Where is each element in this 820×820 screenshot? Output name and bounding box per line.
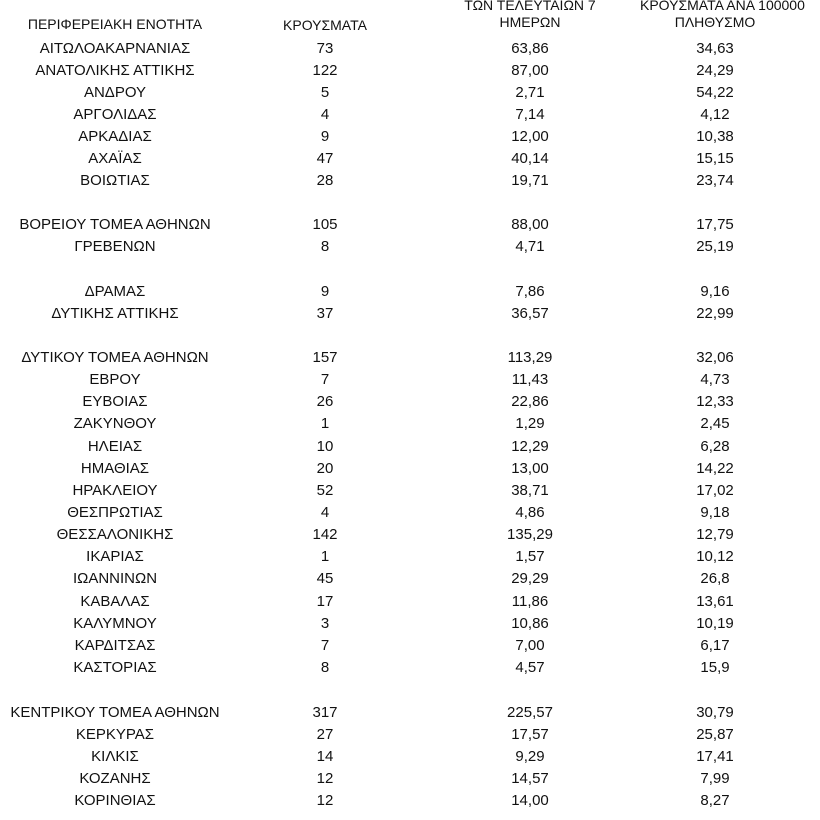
row-per100k: 6,28 [700, 438, 730, 455]
header-avg7-line1: ΤΩΝ ΤΕΛΕΥΤΑΙΩΝ 7 [464, 0, 596, 13]
header-avg7-line2: ΗΜΕΡΩΝ [499, 14, 561, 30]
row-avg7: 7,86 [515, 283, 545, 300]
header-per100k-line2: ΠΛΗΘΥΣΜΟ [674, 14, 756, 30]
row-per100k: 9,18 [700, 504, 730, 521]
row-cases: 157 [312, 349, 338, 366]
row-per100k: 7,99 [700, 770, 730, 787]
row-region: ΘΕΣΠΡΩΤΙΑΣ [67, 504, 163, 521]
row-per100k: 9,16 [700, 283, 730, 300]
row-avg7: 40,14 [511, 150, 549, 167]
row-avg7: 7,00 [515, 637, 545, 654]
row-cases: 52 [316, 482, 334, 499]
row-cases: 7 [320, 371, 330, 388]
header-per100k [640, 0, 805, 31]
row-avg7: 87,00 [511, 62, 549, 79]
header-region: ΠΕΡΙΦΕΡΕΙΑΚΗ ΕΝΟΤΗΤΑ [27, 16, 203, 32]
row-per100k: 4,12 [700, 106, 730, 123]
row-region: ΚΙΛΚΙΣ [91, 748, 139, 765]
row-avg7: 12,00 [511, 128, 549, 145]
row-avg7: 10,86 [511, 615, 549, 632]
row-region: ΒΟΙΩΤΙΑΣ [80, 172, 150, 189]
row-cases: 12 [316, 792, 334, 809]
row-cases: 26 [316, 393, 334, 410]
row-region: ΑΡΓΟΛΙΔΑΣ [73, 106, 157, 123]
row-cases: 20 [316, 460, 334, 477]
row-cases: 28 [316, 172, 334, 189]
row-per100k: 30,79 [696, 704, 734, 721]
row-avg7: 12,29 [511, 438, 549, 455]
header-cases: ΚΡΟΥΣΜΑΤΑ [283, 17, 367, 33]
row-avg7: 113,29 [507, 349, 553, 366]
row-cases: 14 [316, 748, 334, 765]
row-cases: 47 [316, 150, 334, 167]
row-cases: 45 [316, 570, 334, 587]
row-cases: 1 [320, 415, 330, 432]
row-per100k: 26,8 [700, 570, 730, 587]
row-avg7: 1,29 [515, 415, 545, 432]
row-region: ΔΥΤΙΚΟΥ ΤΟΜΕΑ ΑΘΗΝΩΝ [21, 349, 209, 366]
row-per100k: 25,19 [696, 238, 734, 255]
row-avg7: 11,86 [511, 593, 549, 610]
row-cases: 142 [312, 526, 338, 543]
row-avg7: 14,57 [511, 770, 549, 787]
row-avg7: 135,29 [507, 526, 553, 543]
row-cases: 12 [316, 770, 334, 787]
row-avg7: 19,71 [511, 172, 549, 189]
row-per100k: 17,02 [696, 482, 734, 499]
row-avg7: 63,86 [511, 40, 549, 57]
row-per100k: 25,87 [696, 726, 734, 743]
row-region: ΚΕΡΚΥΡΑΣ [75, 726, 155, 743]
row-region: ΑΝΑΤΟΛΙΚΗΣ ΑΤΤΙΚΗΣ [35, 62, 195, 79]
row-region: ΙΩΑΝΝΙΝΩΝ [72, 570, 158, 587]
row-per100k: 13,61 [696, 593, 734, 610]
row-per100k: 6,17 [700, 637, 730, 654]
row-region: ΕΥΒΟΙΑΣ [82, 393, 148, 410]
row-cases: 10 [316, 438, 334, 455]
row-per100k: 10,19 [696, 615, 734, 632]
row-region: ΙΚΑΡΙΑΣ [86, 548, 144, 565]
row-avg7: 4,71 [515, 238, 545, 255]
row-avg7: 4,57 [515, 659, 545, 676]
row-region: ΒΟΡΕΙΟΥ ΤΟΜΕΑ ΑΘΗΝΩΝ [19, 216, 211, 233]
row-region: ΖΑΚΥΝΘΟΥ [73, 415, 157, 432]
row-cases: 9 [320, 283, 330, 300]
row-region: ΚΟΖΑΝΗΣ [79, 770, 151, 787]
row-cases: 37 [316, 305, 334, 322]
row-region: ΚΟΡΙΝΘΙΑΣ [74, 792, 156, 809]
row-avg7: 11,43 [511, 371, 549, 388]
row-avg7: 22,86 [511, 393, 549, 410]
row-per100k: 2,45 [700, 415, 730, 432]
header-avg7 [460, 0, 600, 31]
row-cases: 4 [320, 504, 330, 521]
row-region: ΘΕΣΣΑΛΟΝΙΚΗΣ [56, 526, 174, 543]
row-region: ΑΝΔΡΟΥ [83, 84, 147, 101]
row-per100k: 54,22 [696, 84, 734, 101]
row-avg7: 13,00 [511, 460, 549, 477]
row-cases: 27 [316, 726, 334, 743]
row-region: ΚΑΣΤΟΡΙΑΣ [73, 659, 157, 676]
row-avg7: 88,00 [511, 216, 549, 233]
row-region: ΚΑΡΔΙΤΣΑΣ [74, 637, 156, 654]
row-avg7: 9,29 [515, 748, 545, 765]
row-region: ΗΛΕΙΑΣ [87, 438, 143, 455]
row-cases: 9 [320, 128, 330, 145]
row-per100k: 15,15 [696, 150, 734, 167]
row-per100k: 4,73 [700, 371, 730, 388]
row-cases: 4 [320, 106, 330, 123]
row-avg7: 225,57 [507, 704, 553, 721]
row-region: ΑΧΑΪΑΣ [88, 150, 142, 167]
row-cases: 73 [316, 40, 334, 57]
row-avg7: 36,57 [511, 305, 549, 322]
row-region: ΔΥΤΙΚΗΣ ΑΤΤΙΚΗΣ [51, 305, 179, 322]
row-per100k: 14,22 [696, 460, 734, 477]
row-avg7: 4,86 [515, 504, 545, 521]
row-per100k: 17,75 [696, 216, 734, 233]
row-cases: 8 [320, 659, 330, 676]
row-avg7: 2,71 [515, 84, 545, 101]
row-region: ΓΡΕΒΕΝΩΝ [74, 238, 156, 255]
row-per100k: 8,27 [700, 792, 730, 809]
row-region: ΔΡΑΜΑΣ [84, 283, 146, 300]
row-region: ΚΕΝΤΡΙΚΟΥ ΤΟΜΕΑ ΑΘΗΝΩΝ [10, 704, 220, 721]
row-per100k: 12,33 [696, 393, 734, 410]
row-per100k: 24,29 [696, 62, 734, 79]
row-cases: 122 [312, 62, 338, 79]
row-region: ΚΑΒΑΛΑΣ [80, 593, 150, 610]
row-per100k: 22,99 [696, 305, 734, 322]
row-avg7: 1,57 [515, 548, 545, 565]
row-avg7: 14,00 [511, 792, 549, 809]
row-region: ΕΒΡΟΥ [89, 371, 141, 388]
row-avg7: 17,57 [511, 726, 549, 743]
row-per100k: 10,38 [696, 128, 734, 145]
row-cases: 3 [320, 615, 330, 632]
row-per100k: 12,79 [696, 526, 734, 543]
row-avg7: 38,71 [511, 482, 549, 499]
row-region: ΑΙΤΩΛΟΑΚΑΡΝΑΝΙΑΣ [39, 40, 191, 57]
row-cases: 5 [320, 84, 330, 101]
row-per100k: 17,41 [696, 748, 734, 765]
row-cases: 105 [312, 216, 338, 233]
row-region: ΗΡΑΚΛΕΙΟΥ [72, 482, 158, 499]
row-cases: 8 [320, 238, 330, 255]
row-cases: 17 [316, 593, 334, 610]
row-region: ΑΡΚΑΔΙΑΣ [78, 128, 152, 145]
row-per100k: 34,63 [696, 40, 734, 57]
row-region: ΗΜΑΘΙΑΣ [80, 460, 150, 477]
row-cases: 1 [320, 548, 330, 565]
row-avg7: 29,29 [511, 570, 549, 587]
header-per100k-line1: ΚΡΟΥΣΜΑΤΑ ΑΝΑ 100000 [640, 0, 805, 13]
row-cases: 7 [320, 637, 330, 654]
row-per100k: 32,06 [696, 349, 734, 366]
row-per100k: 10,12 [696, 548, 734, 565]
row-cases: 317 [312, 704, 338, 721]
row-region: ΚΑΛΥΜΝΟΥ [73, 615, 157, 632]
row-avg7: 7,14 [515, 106, 545, 123]
row-per100k: 23,74 [696, 172, 734, 189]
row-per100k: 15,9 [700, 659, 730, 676]
